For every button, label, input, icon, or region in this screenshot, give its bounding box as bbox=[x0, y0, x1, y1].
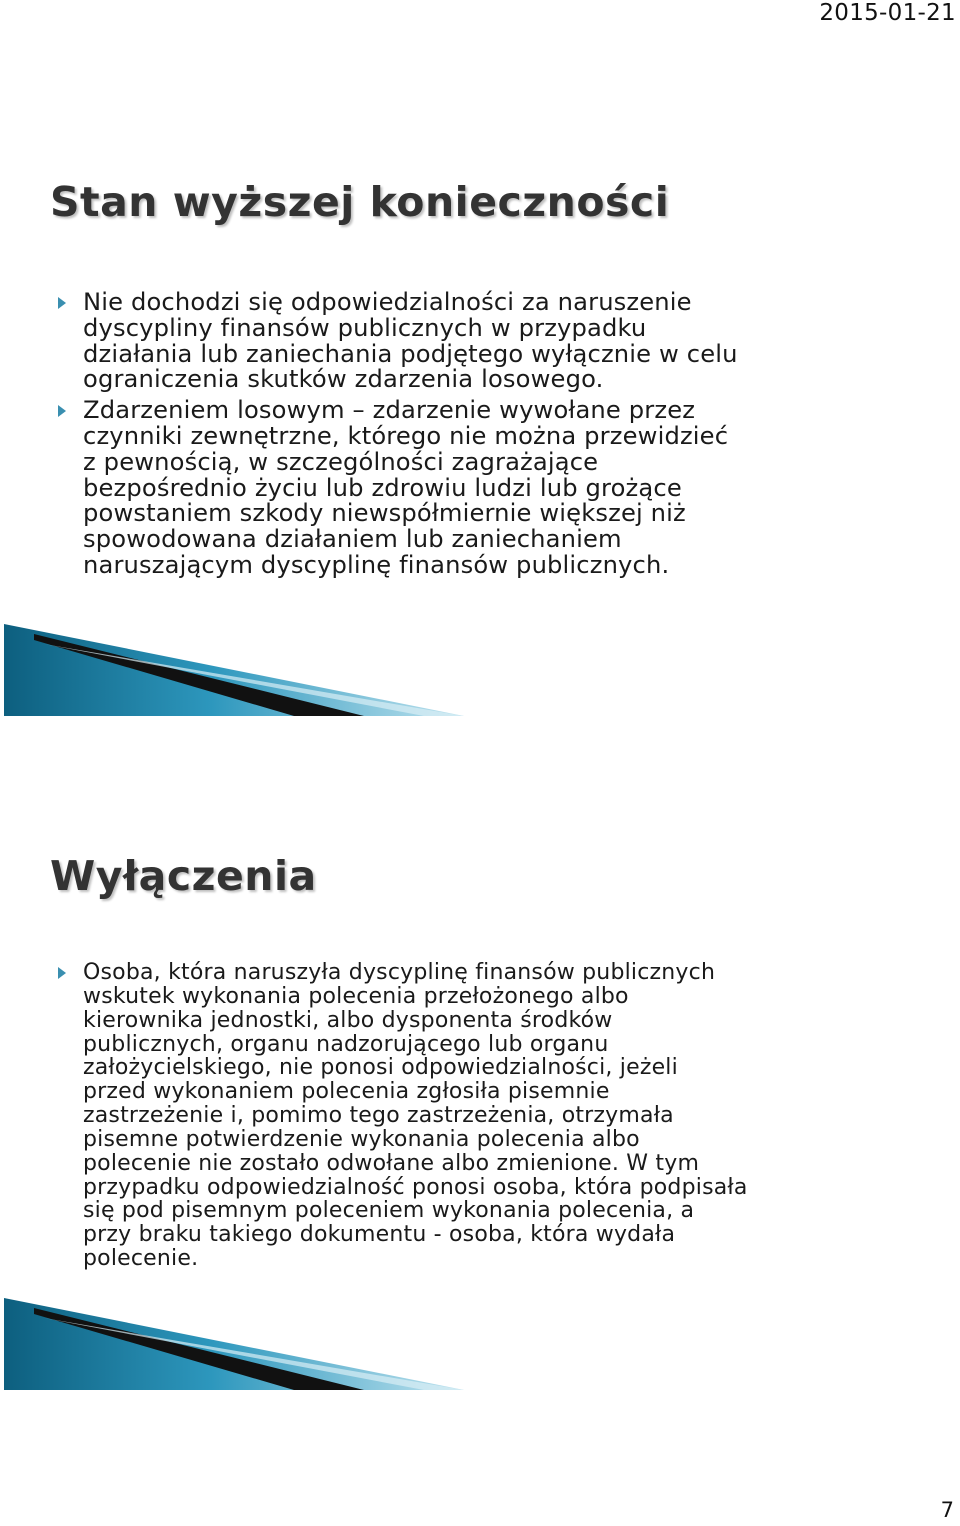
slide-decoration-graphic bbox=[4, 1298, 464, 1390]
bullet-text: Osoba, która naruszyła dyscyplinę finansów publicznych wskutek wykonania polecenia przełożonego albo kierownika jednostki, albo dysponenta środków publicznych, organu nadzorującego lub organu założycielskiego, nie ponosi odpowiedzialności, jeżeli przed wykonaniem polecenia zgłosiła pisemnie zastrzeżenie i, pomimo tego zastrzeżenia, otrzymała pisemne potwierdzenie wykonania polecenia albo polecenie nie zostało odwołane albo zmienione. W tym przypadku odpowiedzialność ponosi osoba, która podpisała się pod pisemnym poleceniem wykonania polecenia, a przy braku takiego dokumentu - osoba, która wydała polecenie. bbox=[83, 960, 748, 1272]
page-number: 7 bbox=[940, 1498, 954, 1522]
header-date: 2015-01-21 bbox=[819, 0, 956, 26]
bullet-text: Zdarzeniem losowym – zdarzenie wywołane przez czynniki zewnętrzne, którego nie można przewidzieć z pewnością, w szczególności zagrażające bezpośrednio życiu lub zdrowiu ludzi lub grożące powstaniem szkody niewspółmiernie większej niż spowodowana działaniem lub zaniechaniem naruszającym dyscyplinę finansów publicznych. bbox=[83, 396, 729, 579]
slide-title: Stan wyższej konieczności bbox=[50, 178, 670, 226]
bullet-list bbox=[58, 290, 748, 584]
bullet-text: Nie dochodzi się odpowiedzialności za naruszenie dyscypliny finansów publicznych w przypadku działania lub zaniechania podjętego wyłącznie w celu ograniczenia skutków zdarzenia losowego. bbox=[83, 288, 738, 394]
slide-title: Wyłączenia bbox=[50, 852, 317, 900]
triangle-bullet-icon bbox=[58, 405, 66, 417]
bullet-list bbox=[58, 961, 748, 1271]
triangle-bullet-icon bbox=[58, 967, 66, 979]
bullet-item bbox=[58, 961, 748, 1271]
bullet-item bbox=[58, 290, 748, 393]
triangle-bullet-icon bbox=[58, 297, 66, 309]
bullet-item bbox=[58, 398, 748, 579]
slide-decoration-graphic bbox=[4, 624, 464, 716]
